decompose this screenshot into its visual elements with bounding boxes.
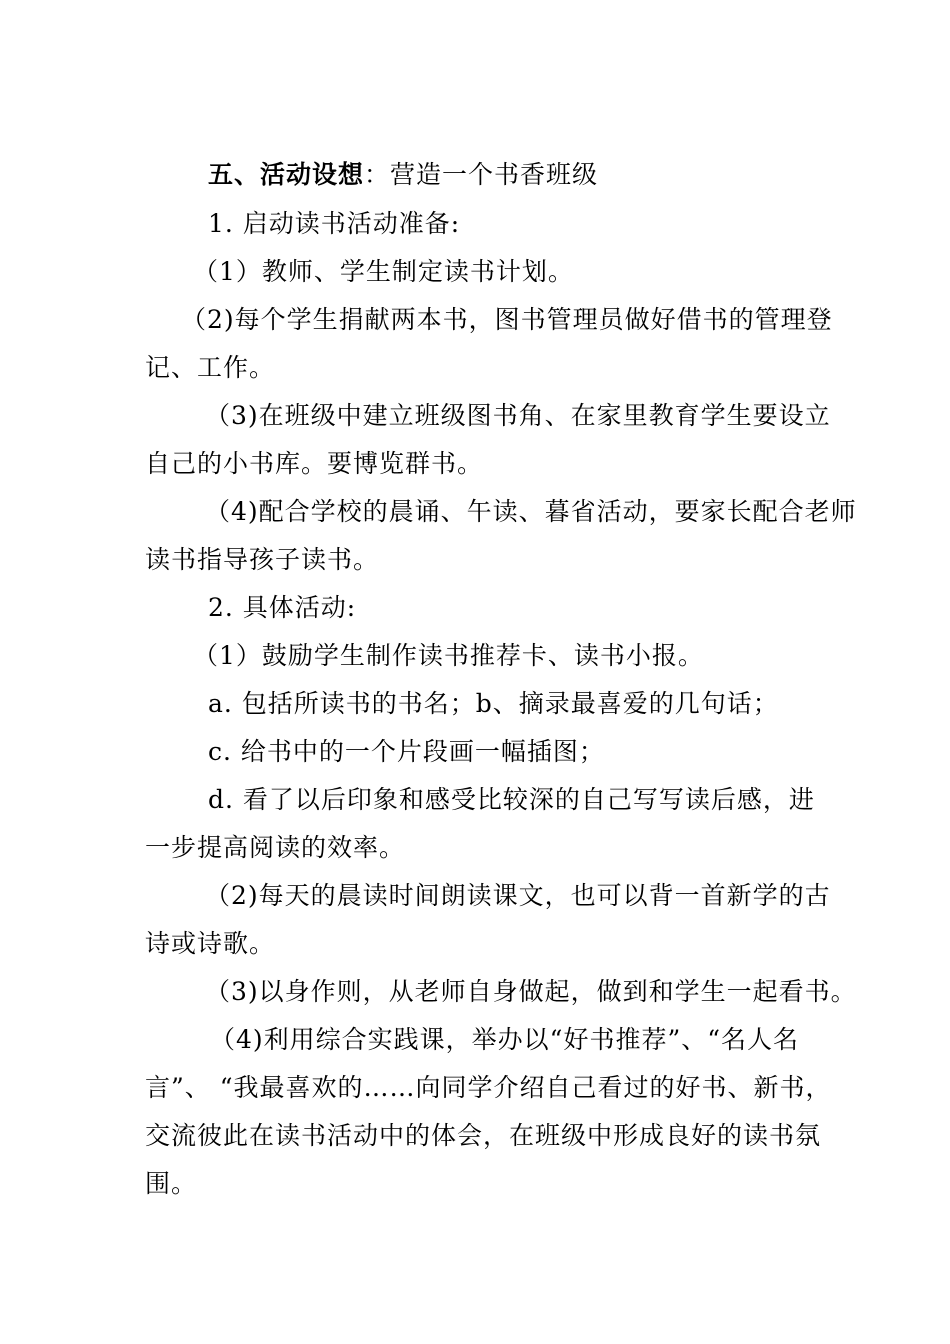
paragraph-line: a. 包括所读书的书名；b、摘录最喜爱的几句话；: [208, 689, 779, 718]
paragraph-line: c. 给书中的一个片段画一幅插图；: [208, 737, 605, 766]
paragraph-line: 言”、 “我最喜欢的……向同学介绍自己看过的好书、新书，: [145, 1073, 832, 1102]
paragraph-line: 围。: [145, 1169, 198, 1198]
paragraph-line: 交流彼此在读书活动中的体会，在班级中形成良好的读书氛: [145, 1121, 822, 1150]
paragraph-line: 诗或诗歌。: [145, 929, 276, 958]
paragraph-line: 2. 具体活动:: [208, 593, 357, 622]
paragraph-line: （3)在班级中建立班级图书角、在家里教育学生要设立: [205, 401, 831, 430]
paragraph-line: d. 看了以后印象和感受比较深的自己写写读后感，进: [208, 785, 815, 814]
paragraph-line: 记、工作。: [145, 353, 276, 382]
paragraph-line: （1）教师、学生制定读书计划。: [193, 257, 574, 286]
section-heading: [208, 160, 598, 190]
paragraph-line: 自己的小书库。要博览群书。: [145, 449, 484, 478]
paragraph-line: （2)每个学生捐献两本书，图书管理员做好借书的管理登: [181, 305, 833, 334]
paragraph-line: 一步提高阅读的效率。: [145, 833, 406, 862]
paragraph-line: （4)利用综合实践课，举办以“好书推荐”、“名人名: [210, 1025, 800, 1054]
paragraph-line: （3)以身作则，从老师自身做起，做到和学生一起看书。: [205, 977, 857, 1006]
paragraph-line: （1）鼓励学生制作读书推荐卡、读书小报。: [193, 641, 704, 670]
paragraph-line: 读书指导孩子读书。: [145, 545, 380, 574]
paragraph-line: （4)配合学校的晨诵、午读、暮省活动，要家长配合老师: [205, 497, 857, 526]
section-heading-subtitle: ：营造一个书香班级: [364, 160, 599, 189]
paragraph-line: 1. 启动读书活动准备:: [208, 209, 461, 238]
paragraph-line: （2)每天的晨读时间朗读课文，也可以背一首新学的古: [205, 881, 831, 910]
section-heading-title: 五、活动设想: [208, 160, 365, 189]
